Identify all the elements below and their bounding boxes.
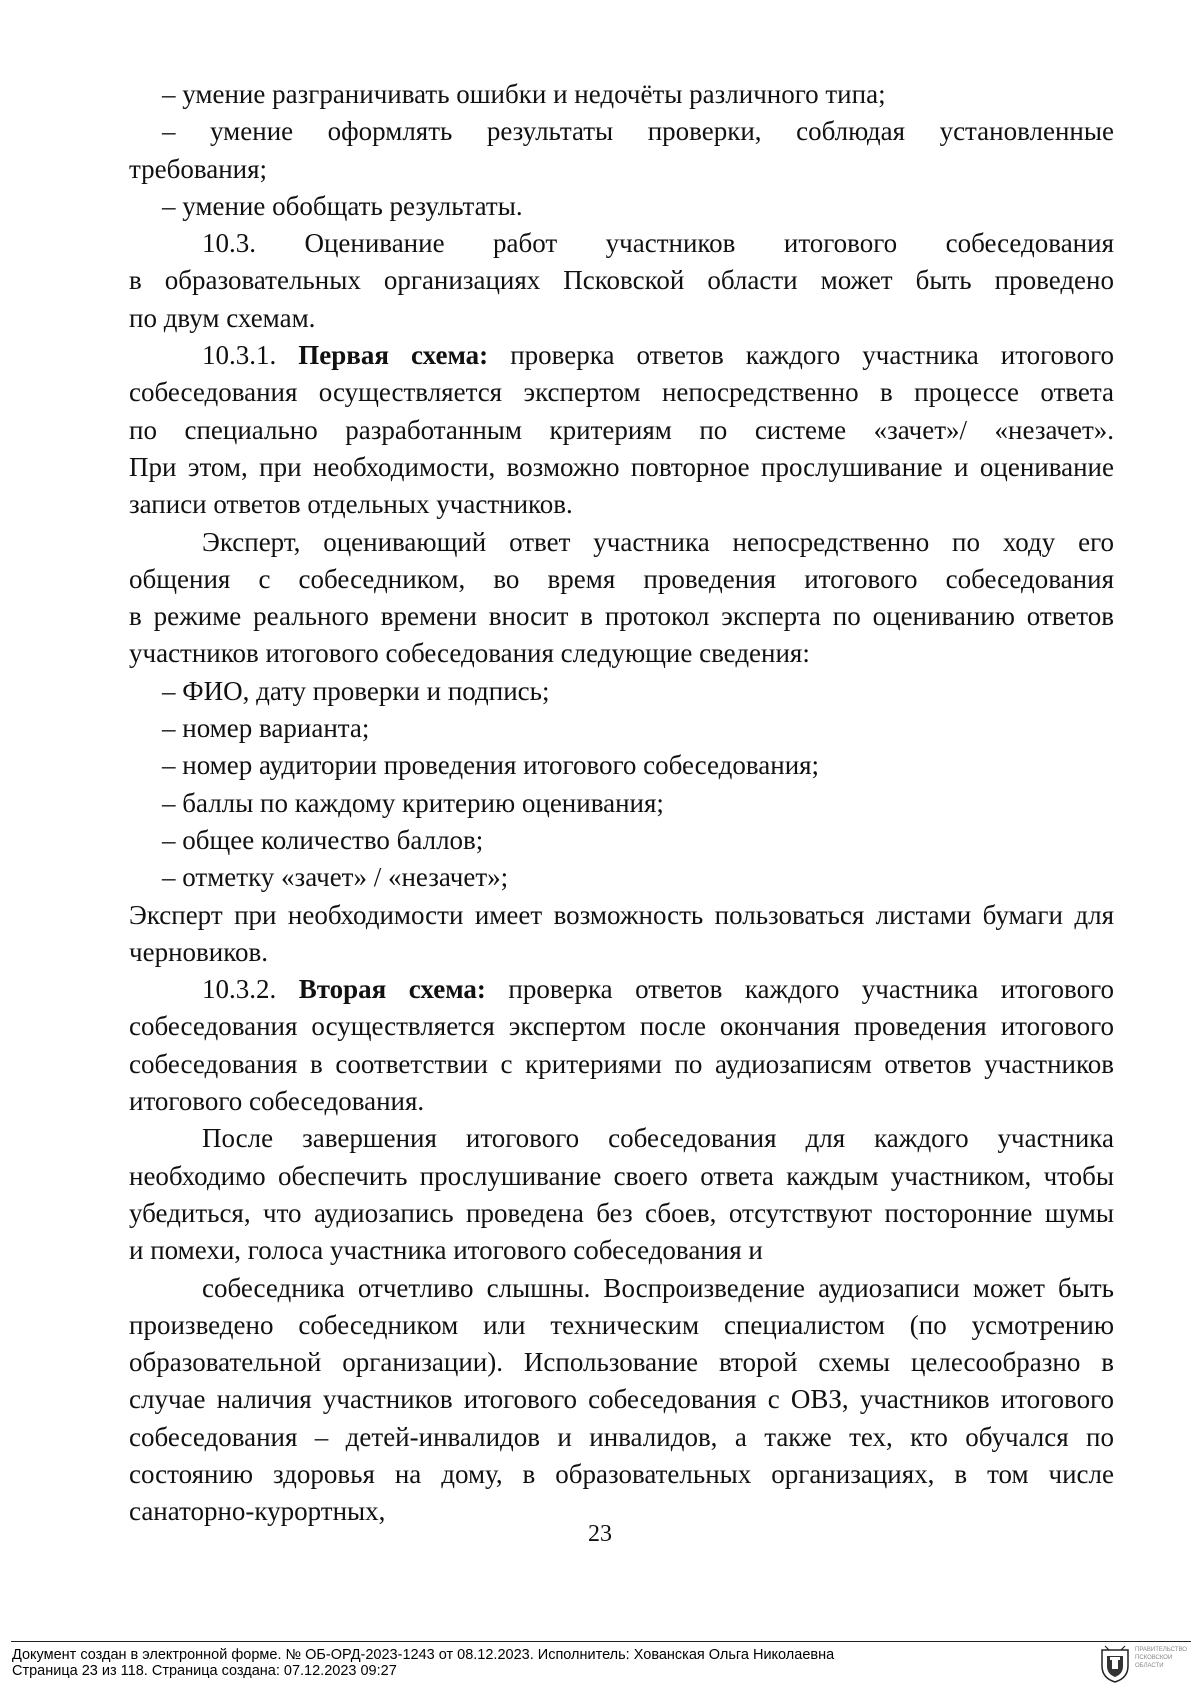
- text-line: убедиться, что аудиозапись проведена без сбоев, отсутствуют посторонние шумы: [129, 1197, 1114, 1228]
- text-line: санаторно-курортных,: [129, 1496, 386, 1527]
- bullet-line: – умение оформлять результаты проверки, соблюдая установленные: [162, 116, 1114, 147]
- text-line: образовательной организации). Использование второй схемы целесообразно в: [129, 1347, 1114, 1378]
- text-line: необходимо обеспечить прослушивание своего ответа каждым участником, чтобы: [129, 1160, 1114, 1191]
- footer-document-info: Документ создан в электронной форме. № ОБ-ОРД-2023-1243 от 08.12.2023. Исполнитель: Хованская Ольга Николаевна: [12, 1647, 835, 1663]
- text-line: по двум схемам.: [129, 302, 316, 333]
- text-line: в образовательных организациях Псковской области может быть проведено: [129, 265, 1114, 296]
- section-heading-line: [129, 971, 1114, 1008]
- section-text: проверка ответов каждого участника итогового: [510, 340, 1114, 371]
- scheme-title: Вторая схема:: [298, 974, 486, 1005]
- text-line: и помехи, голоса участника итогового собеседования и: [129, 1235, 763, 1266]
- text-line: требования;: [129, 153, 268, 184]
- paragraph-start-line: Эксперт, оценивающий ответ участника непосредственно по ходу его: [202, 526, 1114, 557]
- paragraph-start-line: После завершения итогового собеседования для каждого участника: [202, 1123, 1114, 1154]
- text-line: общения с собеседником, во время проведения итогового собеседования: [129, 563, 1114, 594]
- text-line: Эксперт при необходимости имеет возможность пользоваться листами бумаги для: [129, 899, 1114, 930]
- bullet-line: – номер аудитории проведения итогового собеседования;: [162, 750, 820, 781]
- paragraph-start-line: собеседника отчетливо слышны. Воспроизведение аудиозаписи может быть: [202, 1272, 1114, 1303]
- section-number: 10.3.1.: [202, 340, 277, 371]
- text-line: собеседования в соответствии с критериями по аудиозаписям ответов участников: [129, 1048, 1114, 1079]
- text-line: собеседования осуществляется экспертом непосредственно в процессе ответа: [129, 377, 1114, 408]
- page-number: 23: [588, 1521, 612, 1547]
- text-line: по специально разработанным критериям по системе «зачет»/ «незачет».: [129, 414, 1114, 445]
- org-mark-line: ПСКОВСКОЙ: [1135, 1655, 1173, 1661]
- document-body: [129, 76, 1114, 1531]
- section-number: 10.3.2.: [202, 974, 277, 1005]
- section-heading-line: 10.3. Оценивание работ участников итогового собеседования: [202, 228, 1114, 259]
- bullet-line: – баллы по каждому критерию оценивания;: [162, 787, 664, 818]
- text-line: случае наличия участников итогового собеседования с ОВЗ, участников итогового: [129, 1384, 1114, 1415]
- text-line: собеседования осуществляется экспертом после окончания проведения итогового: [129, 1011, 1114, 1042]
- org-mark-line: ПРАВИТЕЛЬСТВО: [1135, 1647, 1187, 1653]
- footer-divider: [11, 1641, 1191, 1642]
- bullet-line: – ФИО, дату проверки и подпись;: [162, 675, 550, 706]
- text-line: записи ответов отдельных участников.: [129, 489, 573, 520]
- bullet-line: – отметку «зачет» / «незачет»;: [162, 862, 509, 893]
- text-line: собеседования – детей-инвалидов и инвалидов, а также тех, кто обучался по: [129, 1421, 1114, 1452]
- section-heading-line: [129, 337, 1114, 374]
- document-footer: [12, 1647, 834, 1679]
- bullet-line: – умение разграничивать ошибки и недочёты различного типа;: [162, 79, 886, 109]
- text-line: произведено собеседником или техническим специалистом (по усмотрению: [129, 1309, 1114, 1340]
- coat-of-arms-icon: [1098, 1644, 1132, 1684]
- text-line: участников итогового собеседования следующие сведения:: [129, 638, 810, 669]
- bullet-line: – общее количество баллов;: [162, 824, 484, 855]
- bullet-line: – номер варианта;: [162, 713, 370, 744]
- text-line: итогового собеседования.: [129, 1086, 425, 1117]
- section-text: проверка ответов каждого участника итогового: [508, 974, 1114, 1005]
- footer-page-info: Страница 23 из 118. Страница создана: 07.12.2023 09:27: [12, 1663, 397, 1679]
- organization-mark: [1135, 1646, 1195, 1670]
- text-line: черновиков.: [129, 936, 268, 967]
- text-line: состоянию здоровья на дому, в образовательных организациях, в том числе: [129, 1458, 1114, 1489]
- scheme-title: Первая схема:: [298, 340, 489, 371]
- bullet-line: – умение обобщать результаты.: [162, 190, 523, 221]
- text-line: в режиме реального времени вносит в протокол эксперта по оцениванию ответов: [129, 601, 1114, 632]
- text-line: При этом, при необходимости, возможно повторное прослушивание и оценивание: [129, 451, 1114, 482]
- org-mark-line: ОБЛАСТИ: [1135, 1663, 1164, 1669]
